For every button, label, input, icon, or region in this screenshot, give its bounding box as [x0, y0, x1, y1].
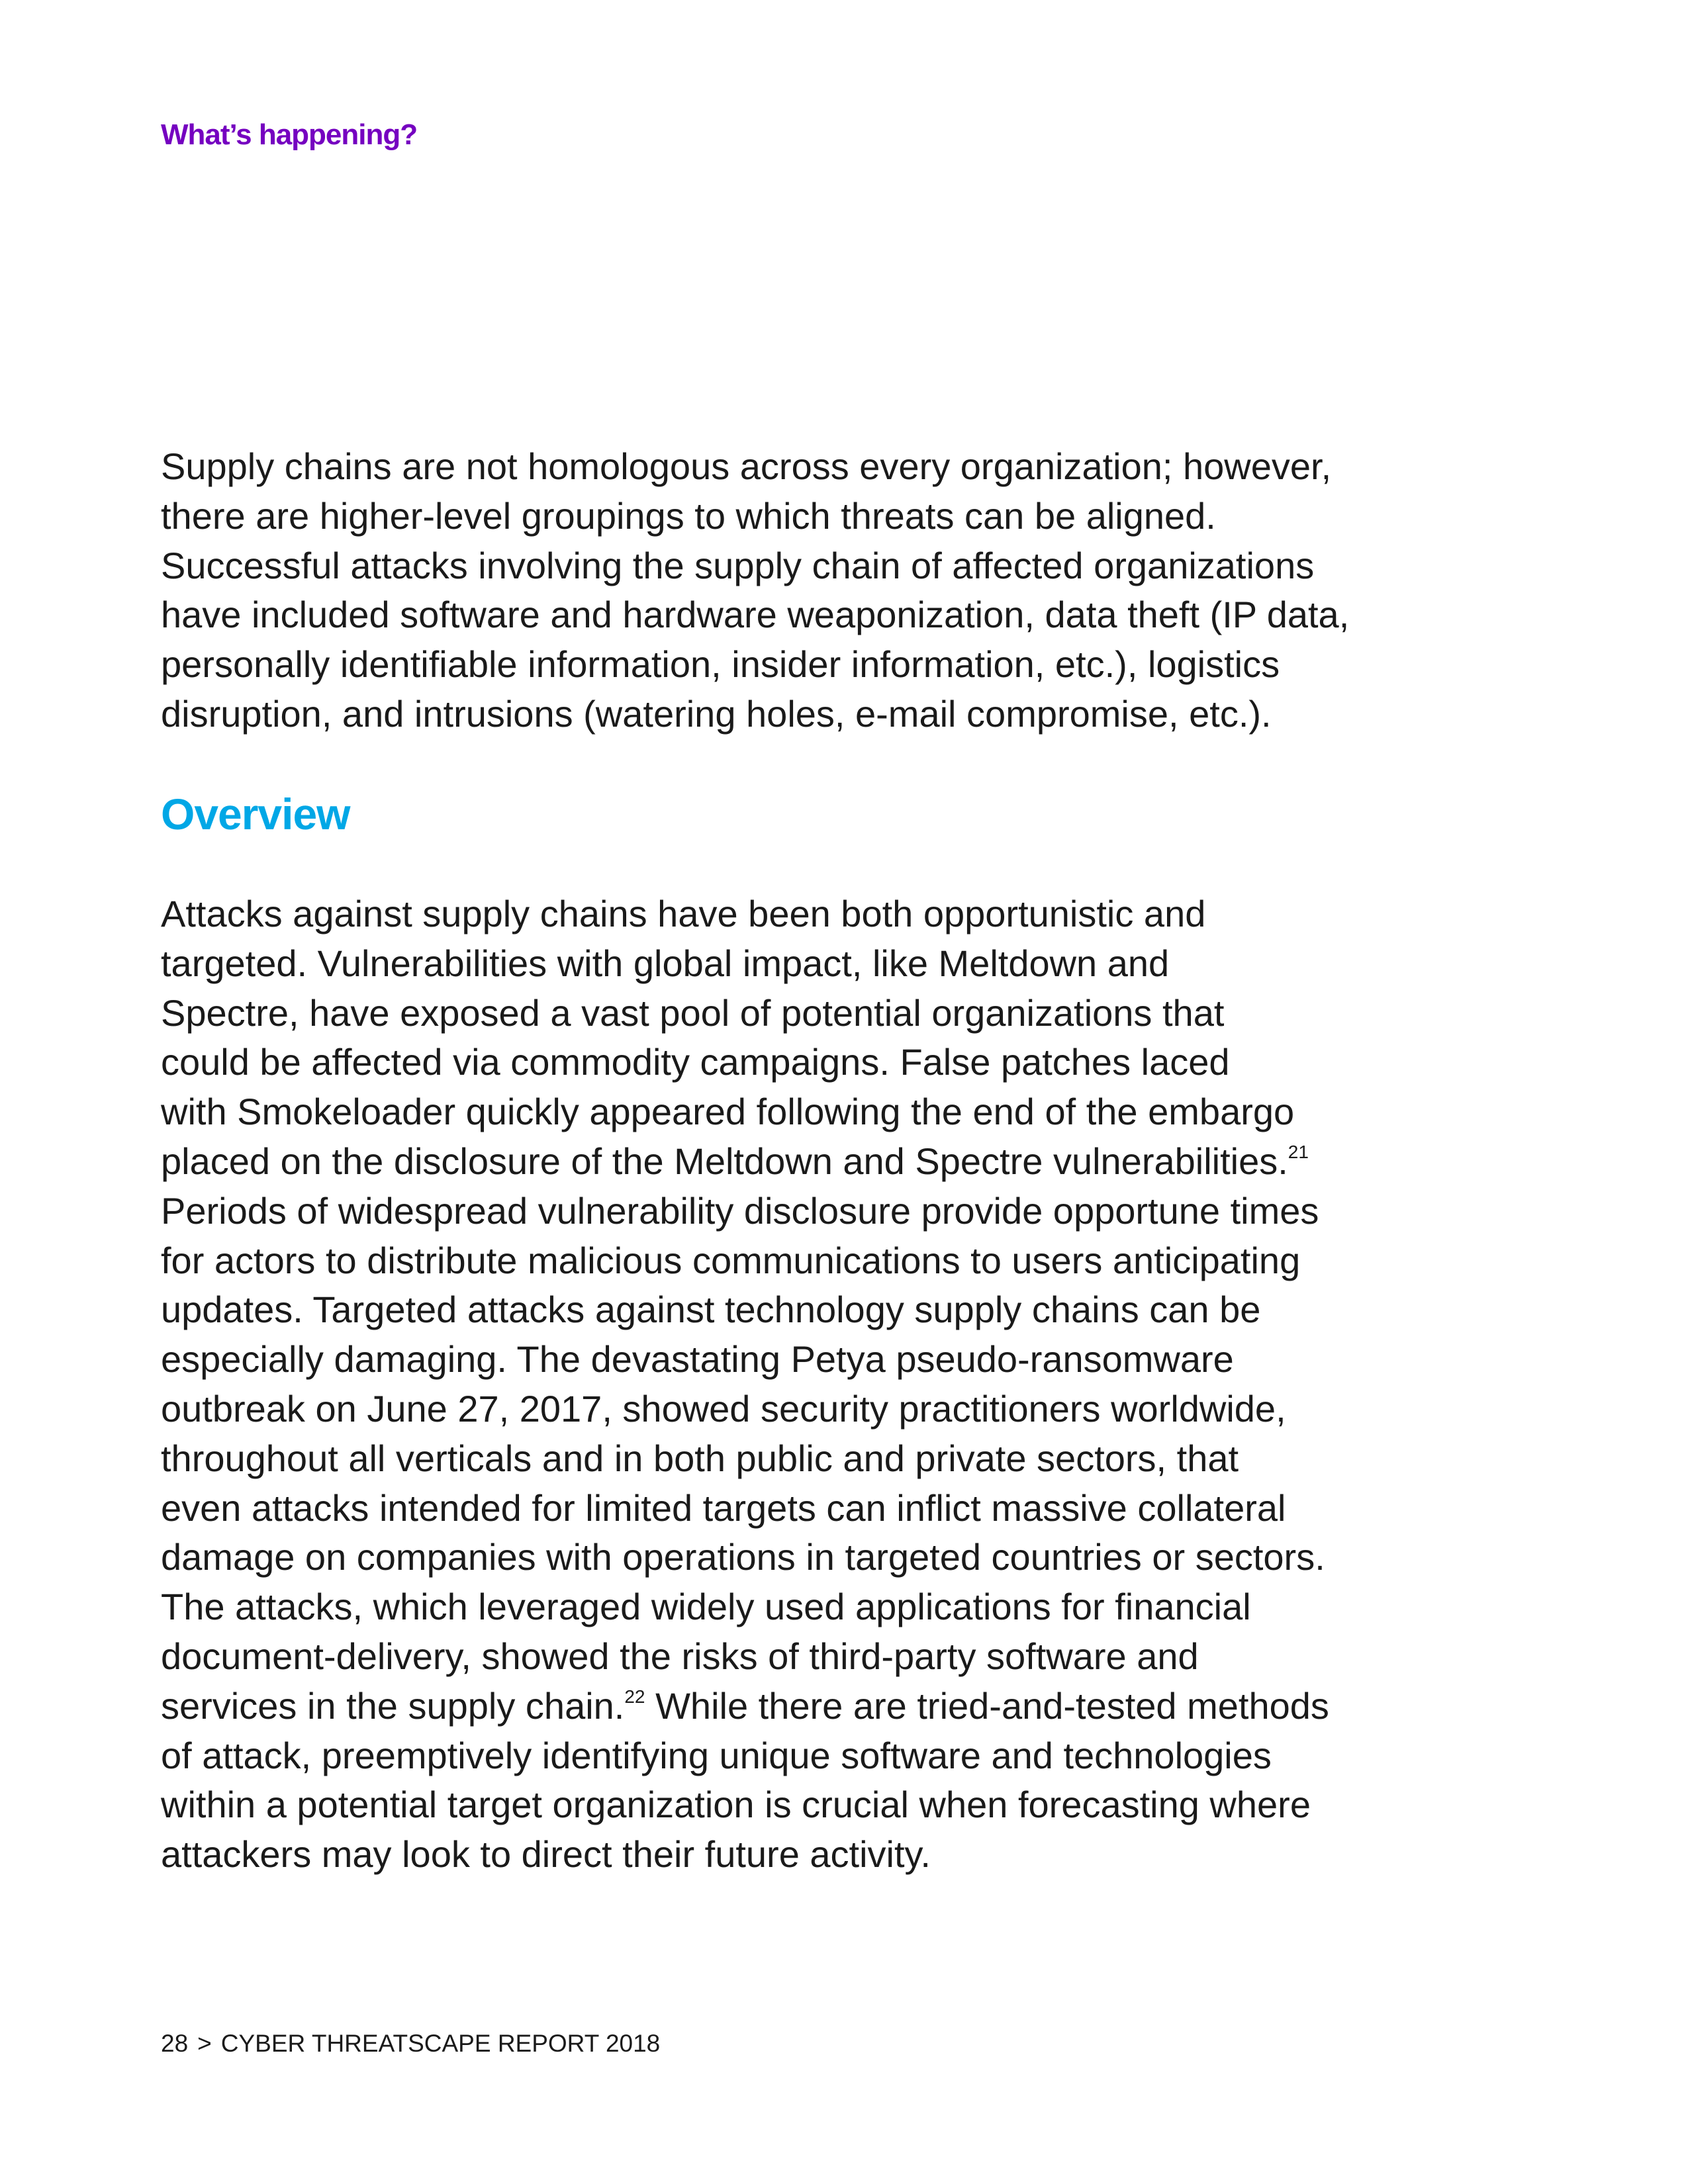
overview-line: for actors to distribute malicious communications to users anticipating — [161, 1239, 1301, 1281]
section-label: What’s happening? — [161, 118, 418, 151]
overview-line: document-delivery, showed the risks of third-party software and — [161, 1635, 1199, 1677]
overview-line: throughout all verticals and in both public and private sectors, that — [161, 1437, 1239, 1479]
intro-line: disruption, and intrusions (watering holes, e-mail compromise, etc.). — [161, 692, 1272, 735]
overview-line — [161, 1682, 1366, 1731]
overview-paragraph — [161, 889, 1366, 1880]
overview-line: with Smokeloader quickly appeared following the end of the embargo — [161, 1091, 1295, 1133]
overview-line: within a potential target organization is crucial when forecasting where — [161, 1784, 1311, 1826]
overview-line: especially damaging. The devastating Petya pseudo-ransomware — [161, 1338, 1234, 1381]
overview-line: attackers may look to direct their future activity. — [161, 1833, 931, 1876]
page-number: 28 — [161, 2030, 189, 2057]
intro-line: Supply chains are not homologous across every organization; however, — [161, 445, 1332, 487]
intro-line: personally identifiable information, insider information, etc.), logistics — [161, 643, 1280, 686]
overview-line: damage on companies with operations in targeted countries or sectors. — [161, 1536, 1325, 1578]
overview-line: outbreak on June 27, 2017, showed security practitioners worldwide, — [161, 1387, 1286, 1430]
intro-paragraph — [161, 442, 1366, 739]
overview-line: targeted. Vulnerabilities with global impact, like Meltdown and — [161, 942, 1170, 984]
overview-heading: Overview — [161, 790, 350, 839]
overview-line: Spectre, have exposed a vast pool of potential organizations that — [161, 991, 1225, 1034]
overview-line-text: While there are tried-and-tested methods — [645, 1684, 1329, 1727]
report-title: CYBER THREATSCAPE REPORT 2018 — [220, 2030, 661, 2057]
overview-line: The attacks, which leveraged widely used applications for financial — [161, 1586, 1251, 1628]
page-footer — [161, 2028, 660, 2060]
overview-line: updates. Targeted attacks against technology supply chains can be — [161, 1289, 1261, 1331]
overview-line: Attacks against supply chains have been both opportunistic and — [161, 893, 1206, 934]
footnote-ref-22: 22 — [624, 1686, 645, 1707]
overview-line: Periods of widespread vulnerability disclosure provide opportune times — [161, 1189, 1319, 1232]
overview-line-text: placed on the disclosure of the Meltdown and Spectre vulnerabilities. — [161, 1140, 1288, 1182]
overview-line: even attacks intended for limited targets can inflict massive collateral — [161, 1486, 1286, 1529]
footnote-ref-21: 21 — [1288, 1142, 1309, 1163]
overview-line — [161, 1137, 1366, 1187]
intro-line: Successful attacks involving the supply chain of affected organizations — [161, 544, 1315, 586]
footer-separator: > — [197, 2030, 212, 2057]
overview-line: of attack, preemptively identifying unique software and technologies — [161, 1734, 1272, 1776]
overview-line: could be affected via commodity campaigns. False patches laced — [161, 1041, 1230, 1083]
overview-line-text: services in the supply chain. — [161, 1684, 625, 1727]
intro-line: have included software and hardware weaponization, data theft (IP data, — [161, 594, 1350, 636]
intro-line: there are higher-level groupings to which threats can be aligned. — [161, 494, 1216, 537]
